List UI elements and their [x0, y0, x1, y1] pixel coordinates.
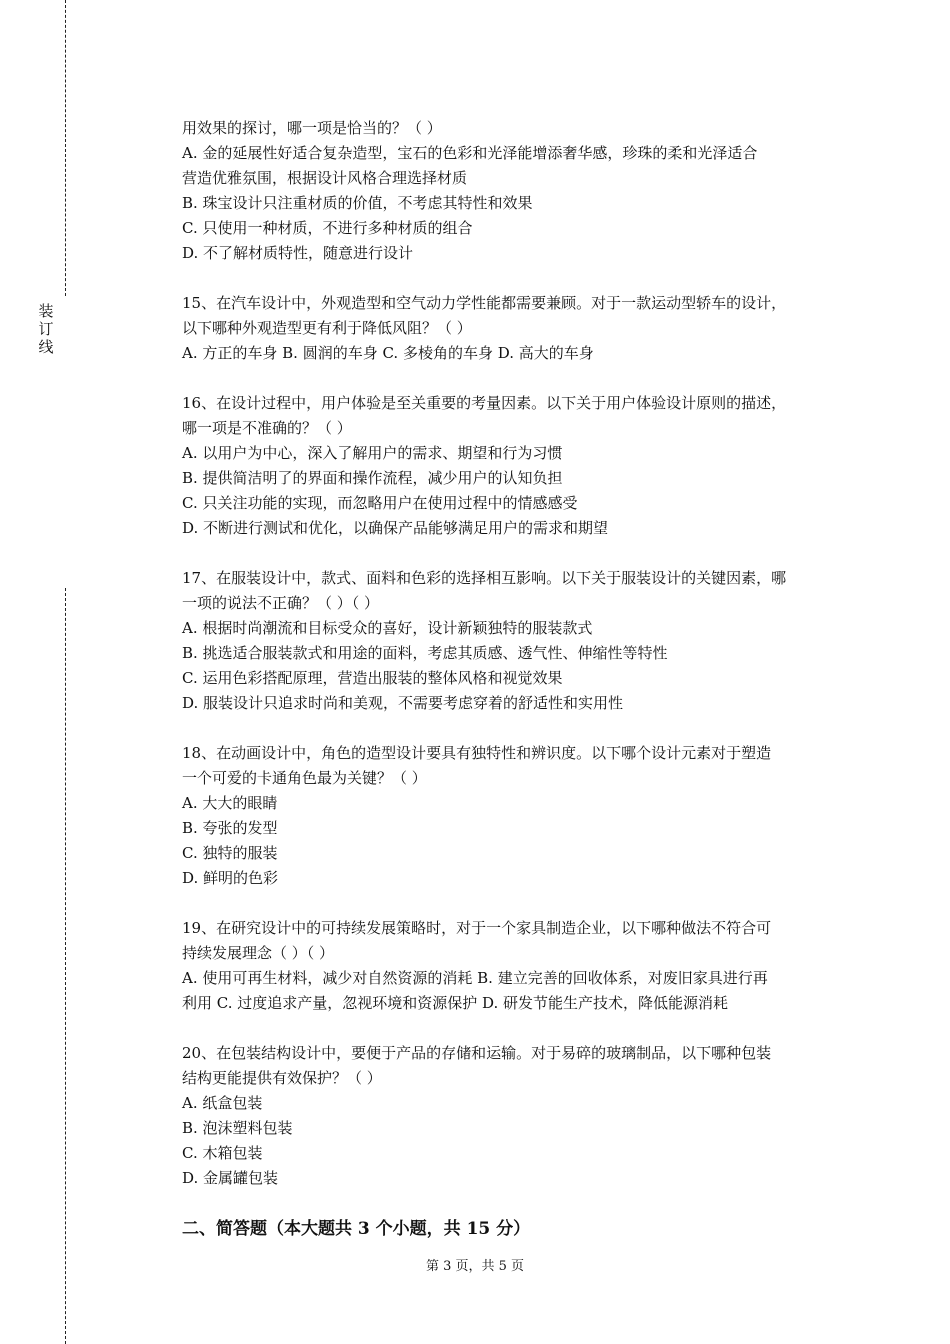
- binding-line-label: [36, 302, 56, 356]
- page-number: 第 3 页，共 5 页: [425, 1259, 525, 1274]
- binding-char: 装: [38, 302, 54, 320]
- question-14: [182, 116, 844, 266]
- question-stem-continued: 以下哪种外观造型更有利于降低风阻？（ ）: [182, 319, 472, 337]
- options-line: A. 方正的车身 B. 圆润的车身 C. 多棱角的车身 D. 高大的车身: [182, 344, 594, 362]
- binding-line-top: [65, 0, 66, 296]
- option-b: B. 泡沫塑料包装: [182, 1119, 293, 1137]
- question-stem-continued: 哪一项是不准确的？（ ）: [182, 419, 352, 437]
- option-d: D. 服装设计只追求时尚和美观，不需要考虑穿着的舒适性和实用性: [182, 694, 624, 712]
- option-b: B. 提供简洁明了的界面和操作流程，减少用户的认知负担: [182, 469, 563, 487]
- binding-char: 线: [38, 338, 54, 356]
- option-d: D. 不断进行测试和优化，以确保产品能够满足用户的需求和期望: [182, 519, 609, 537]
- question-19: [182, 916, 844, 1016]
- option-a: A. 大大的眼睛: [182, 794, 278, 812]
- question-stem-continued: 一项的说法不正确？（ ）（ ）: [182, 594, 380, 612]
- question-stem-continued: 一个可爱的卡通角色最为关键？（ ）: [182, 769, 427, 787]
- binding-char: 订: [38, 320, 54, 338]
- question-stem-continued: 结构更能提供有效保护？（ ）: [182, 1069, 382, 1087]
- option-b: B. 挑选适合服装款式和用途的面料，考虑其质感、透气性、伸缩性等特性: [182, 644, 668, 662]
- question-stem: 16、在设计过程中，用户体验是至关重要的考量因素。以下关于用户体验设计原则的描述，: [182, 394, 787, 412]
- option-c: C. 木箱包装: [182, 1144, 263, 1162]
- question-stem: 20、在包装结构设计中，要便于产品的存储和运输。对于易碎的玻璃制品，以下哪种包装: [182, 1044, 772, 1062]
- question-stem: 19、在研究设计中的可持续发展策略时，对于一个家具制造企业，以下哪种做法不符合可: [182, 919, 772, 937]
- exam-content: [182, 116, 844, 1242]
- option-d: D. 不了解材质特性，随意进行设计: [182, 244, 414, 262]
- option-a: A. 纸盒包装: [182, 1094, 263, 1112]
- section-title: 二、简答题（本大题共 3 个小题，共 15 分）: [182, 1219, 531, 1239]
- question-stem-continued: 持续发展理念（ ）（ ）: [182, 944, 335, 962]
- question-stem: 17、在服装设计中，款式、面料和色彩的选择相互影响。以下关于服装设计的关键因素，哪: [182, 569, 787, 587]
- option-d: D. 金属罐包装: [182, 1169, 279, 1187]
- option-b: B. 珠宝设计只注重材质的价值，不考虑其特性和效果: [182, 194, 533, 212]
- binding-line-bottom: [65, 588, 66, 1344]
- option-c: C. 只关注功能的实现，而忽略用户在使用过程中的情感感受: [182, 494, 578, 512]
- option-c: C. 只使用一种材质，不进行多种材质的组合: [182, 219, 473, 237]
- option-c: C. 独特的服装: [182, 844, 278, 862]
- options-line-continued: 利用 C. 过度追求产量，忽视环境和资源保护 D. 研发节能生产技术，降低能源消耗: [182, 994, 729, 1012]
- question-16: [182, 391, 844, 541]
- option-d: D. 鲜明的色彩: [182, 869, 279, 887]
- option-c: C. 运用色彩搭配原理，营造出服装的整体风格和视觉效果: [182, 669, 563, 687]
- question-17: [182, 566, 844, 716]
- question-stem: 15、在汽车设计中，外观造型和空气动力学性能都需要兼顾。对于一款运动型轿车的设计，: [182, 294, 787, 312]
- question-stem: 18、在动画设计中，角色的造型设计要具有独特性和辨识度。以下哪个设计元素对于塑造: [182, 744, 772, 762]
- question-15: [182, 291, 844, 366]
- question-18: [182, 741, 844, 891]
- option-a: A. 以用户为中心，深入了解用户的需求、期望和行为习惯: [182, 444, 563, 462]
- options-line: A. 使用可再生材料，减少对自然资源的消耗 B. 建立完善的回收体系，对废旧家具进行再: [182, 969, 768, 987]
- option-a: A. 根据时尚潮流和目标受众的喜好，设计新颖独特的服装款式: [182, 619, 593, 637]
- option-a-continued: 营造优雅氛围，根据设计风格合理选择材质: [182, 169, 468, 187]
- option-b: B. 夸张的发型: [182, 819, 278, 837]
- question-stem: 用效果的探讨，哪一项是恰当的？（ ）: [182, 119, 442, 137]
- question-20: [182, 1041, 844, 1191]
- option-a: A. 金的延展性好适合复杂造型，宝石的色彩和光泽能增添奢华感，珍珠的柔和光泽适合: [182, 144, 758, 162]
